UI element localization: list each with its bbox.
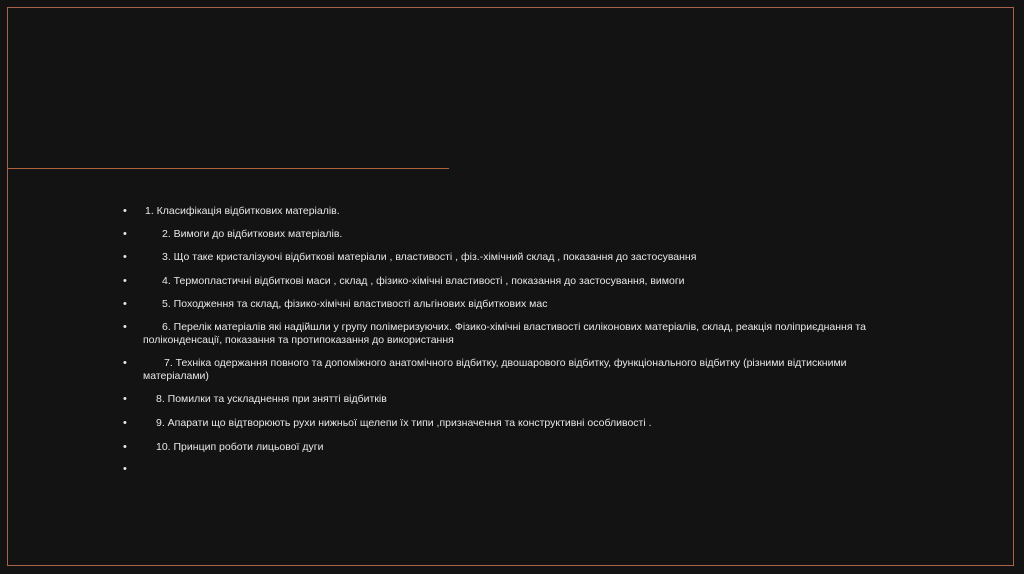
- bullet-icon: •: [123, 463, 127, 475]
- list-item-text: 5. Походження та склад, фізико-хімічні властивості альгінових відбиткових мас: [162, 298, 548, 310]
- list-item-text: 8. Помилки та ускладнення при знятті відбитків: [156, 393, 387, 405]
- bullet-icon: •: [123, 357, 127, 369]
- bullet-icon: •: [123, 205, 127, 217]
- list-item-text: 3. Що таке кристалізуючі відбиткові матеріали , властивості , фіз.-хімічний склад , показання до застосування: [162, 251, 697, 263]
- list-item-text-line2: матеріалами): [143, 370, 209, 382]
- bullet-icon: •: [123, 298, 127, 310]
- bullet-icon: •: [123, 393, 127, 405]
- list-item-text-line1: 7. Техніка одержання повного та допоміжного анатомічного відбитку, двошарового відбитку, функціонального відбитку (різними відтискними: [164, 357, 847, 369]
- bullet-icon: •: [123, 321, 127, 333]
- list-item-text: 4. Термопластичні відбиткові маси , склад , фізико-хімічні властивості , показання до застосування, вимоги: [162, 275, 685, 287]
- bullet-icon: •: [123, 417, 127, 429]
- list-item-text-line2: поліконденсації, показання та протипоказання до використання: [143, 334, 454, 346]
- bullet-icon: •: [123, 228, 127, 240]
- list-item-text: 10. Принцип роботи лицьової дуги: [156, 441, 324, 453]
- list-item-text-line1: 6. Перелік матеріалів які надійшли у групу полімеризуючих. Фізико-хімічні властивості силіконових матеріалів, склад, реакція поліприєднання та: [162, 321, 866, 333]
- bullet-icon: •: [123, 251, 127, 263]
- bullet-icon: •: [123, 275, 127, 287]
- list-item-text: 9. Апарати що відтворюють рухи нижньої щелепи їх типи ,призначення та конструктивні особливості .: [156, 417, 652, 429]
- title-divider-line: [8, 168, 449, 169]
- bullet-icon: •: [123, 441, 127, 453]
- list-item-text: 1. Класифікація відбиткових матеріалів.: [145, 205, 340, 217]
- list-item-text: 2. Вимоги до відбиткових матеріалів.: [162, 228, 343, 240]
